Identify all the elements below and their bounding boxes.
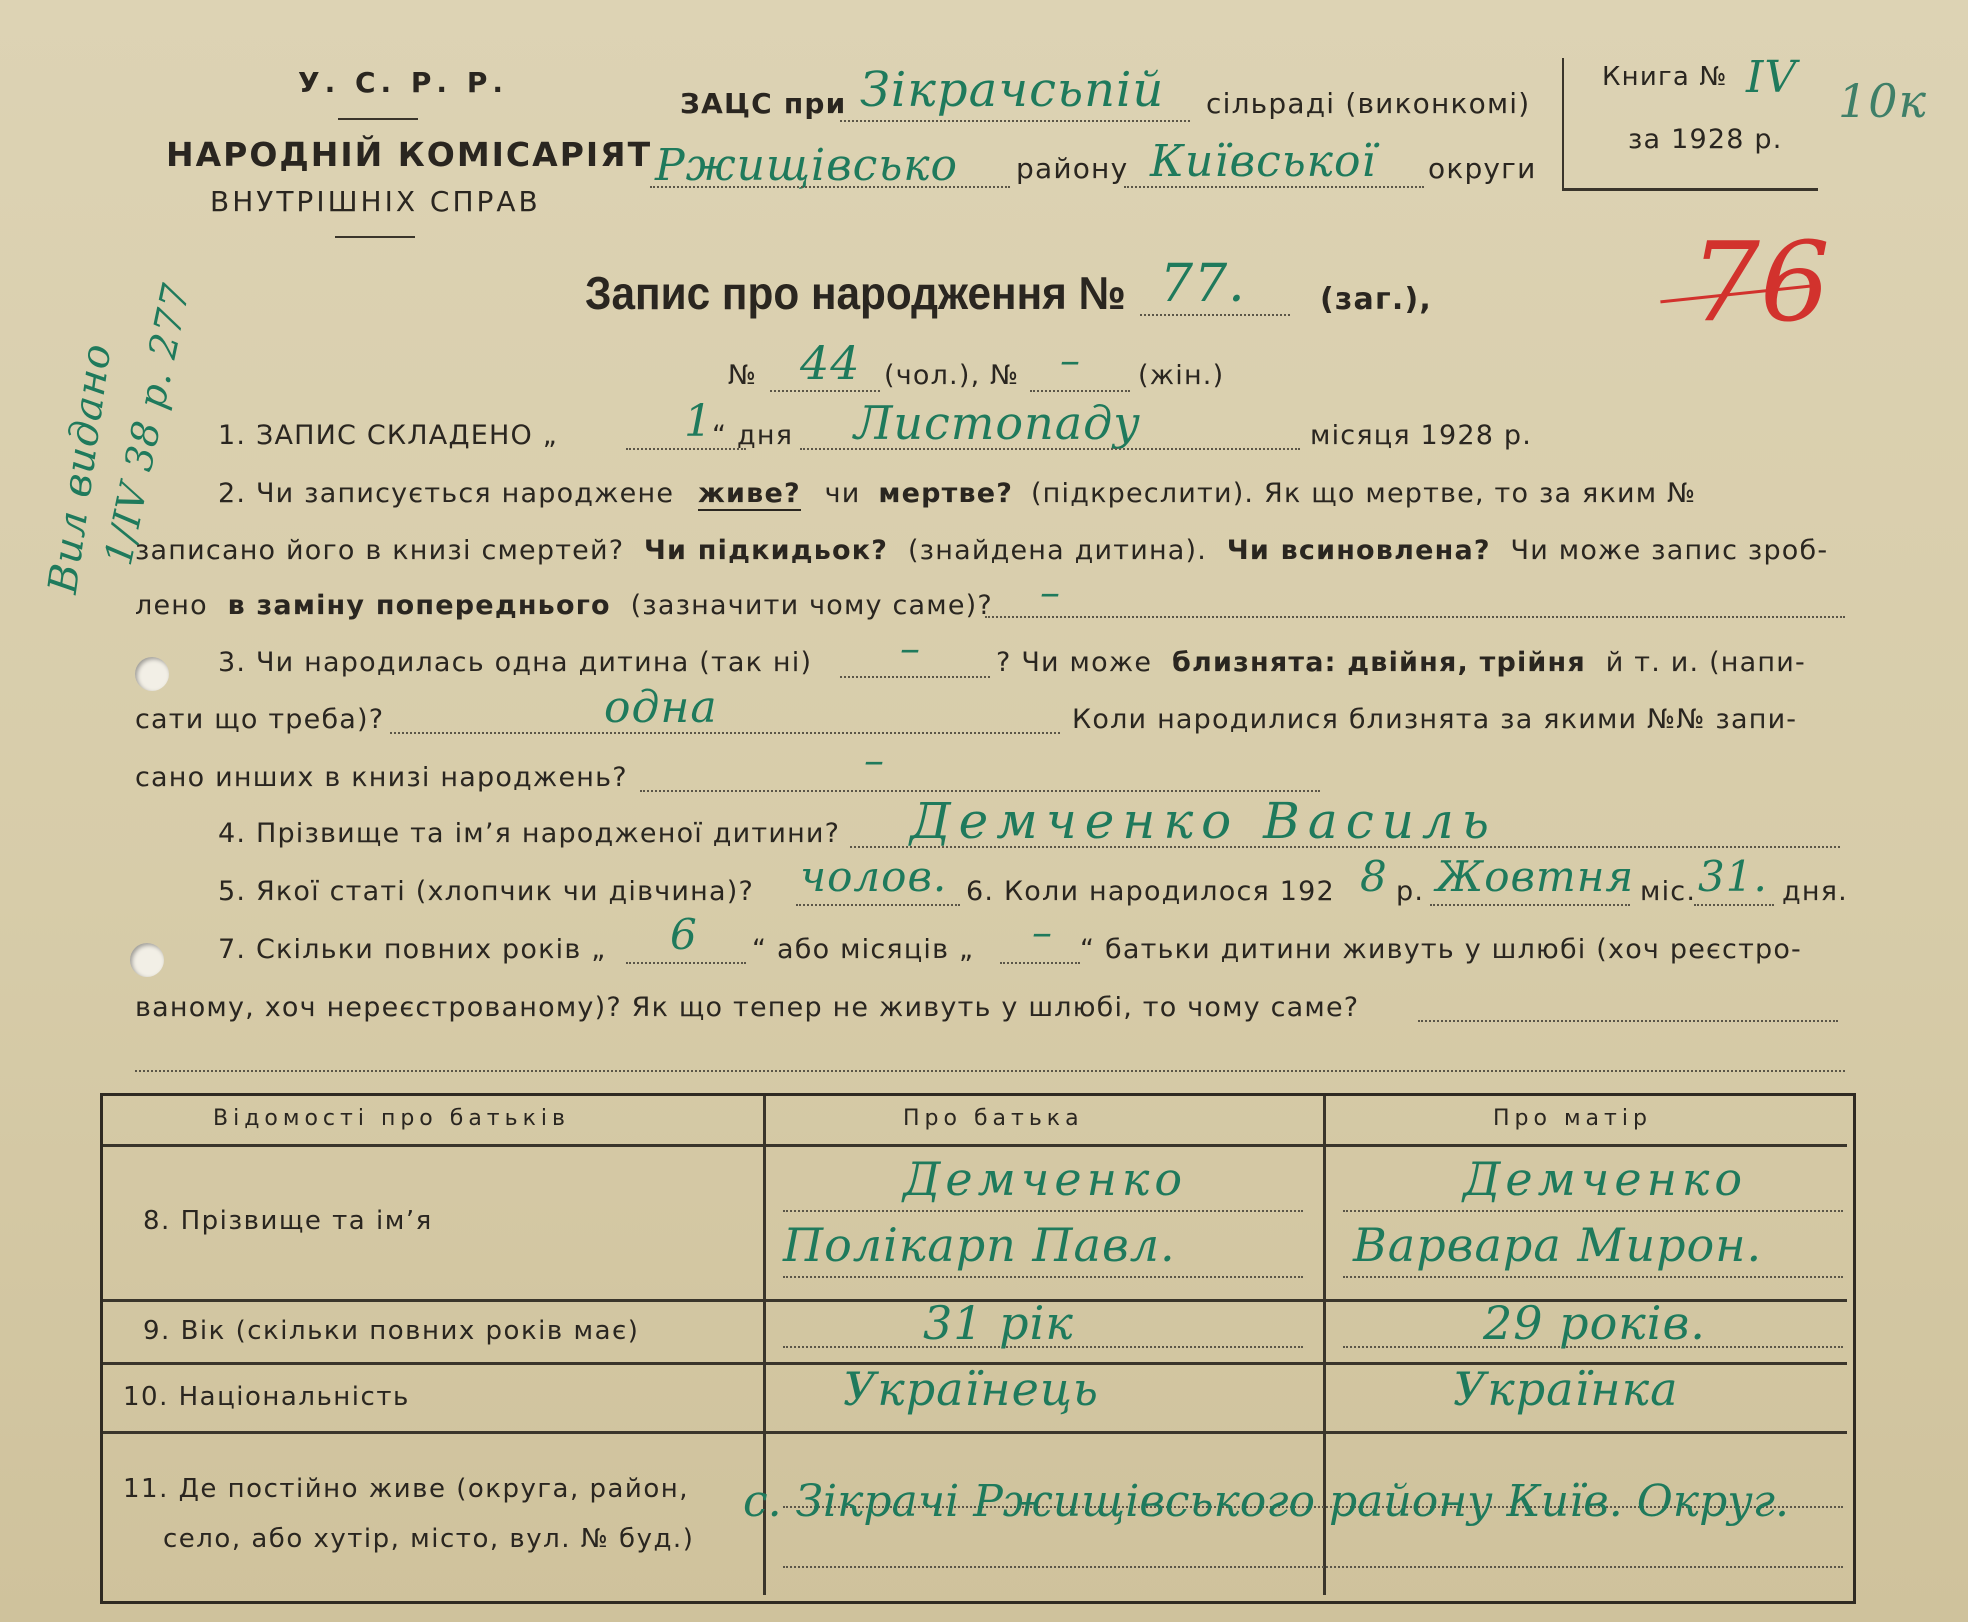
q2-dead-option: мертве?: [878, 478, 1014, 509]
row9-father-age: 31 рік: [923, 1296, 1074, 1350]
row9-label: 9. Вік (скільки повних років має): [143, 1316, 640, 1346]
row9-mother-age: 29 років.: [1483, 1296, 1706, 1350]
row8-father-surname: Демченко: [903, 1152, 1188, 1206]
q2-line1-c: (підкреслити). Як що мертве, то за яким №: [1030, 478, 1697, 509]
q2-foundling: Чи підкидьок?: [644, 535, 889, 566]
punch-hole-top: [135, 657, 169, 691]
book-box-left: [1562, 58, 1564, 188]
q6-month-line: [1430, 904, 1630, 906]
zacs-village-line: [840, 120, 1190, 122]
record-number-value: 77.: [1160, 254, 1246, 314]
book-number-value: IV: [1746, 52, 1798, 103]
male-label: (чол.), №: [884, 360, 1020, 391]
q4-child-name: Демченко Василь: [910, 792, 1497, 850]
male-no-value: 44: [800, 336, 861, 390]
q2-line2-c: Чи може запис зроб-: [1510, 535, 1829, 566]
q1-day-value: 1: [684, 396, 713, 447]
q2-replace: в заміну попереднього: [227, 590, 611, 621]
q2-adopted: Чи всиновлена?: [1226, 535, 1491, 566]
red-register-number: 76: [1690, 218, 1830, 346]
punch-hole-bottom: [130, 943, 164, 977]
commissariat-subtitle: ВНУТРІШНІХ СПРАВ: [210, 185, 541, 218]
q1-prefix: 1. ЗАПИС СКЛАДЕНО „: [218, 420, 558, 451]
q1-suffix: місяця 1928 р.: [1310, 420, 1532, 451]
female-no-line: [1030, 390, 1130, 392]
row8-label: 8. Прізвище та ім’я: [143, 1206, 433, 1236]
q7-line3-dots: [135, 1070, 1845, 1072]
male-no-line: [770, 390, 880, 392]
q3-line2-a: сати що треба)?: [135, 704, 385, 735]
district-line: [650, 186, 1010, 188]
side-note-line1: Вил видано: [40, 340, 121, 597]
row11-dots-2: [783, 1566, 1843, 1568]
q3-answer2: одна: [604, 682, 718, 733]
okruha-line: [1124, 186, 1424, 188]
q2-alive-option: живе?: [697, 478, 801, 509]
q6-month-value: Жовтня: [1436, 852, 1635, 901]
record-number-line: [1140, 314, 1290, 316]
q7-years-line: [626, 962, 746, 964]
row10-label: 10. Національність: [123, 1382, 410, 1412]
record-title: Запис про народження №: [585, 267, 1126, 319]
q2-line2: [135, 535, 1828, 566]
row-sep-3: [103, 1431, 1847, 1434]
header-parents-info: Відомості про батьків: [213, 1106, 570, 1131]
q2-line2-b: (знайдена дитина).: [907, 535, 1208, 566]
row8-mother-dots-2: [1343, 1276, 1843, 1278]
row11-label-line1: 11. Де постійно живе (округа, район,: [123, 1474, 690, 1504]
q7-c: “ батьки дитини живуть у шлюбі (хоч реєстро-: [1080, 934, 1802, 965]
header-rule-1: [338, 118, 418, 120]
q1-day-label: “ дня: [712, 420, 794, 451]
side-note-line2: 1/IV 38 р. 277: [96, 279, 199, 570]
row11-label-line2: село, або хутір, місто, вул. № буд.): [163, 1524, 695, 1554]
row8-mother-name: Варвара Мирон.: [1353, 1218, 1763, 1272]
q6-label: 6. Коли народилося 192: [966, 876, 1335, 907]
row10-mother-nationality: Українка: [1453, 1362, 1679, 1416]
row8-father-dots-2: [783, 1276, 1303, 1278]
header-sep: [103, 1144, 1847, 1147]
q2-line3: [135, 590, 993, 621]
q5-sex-line: [796, 904, 960, 906]
q5-sex-value: чолов.: [800, 852, 948, 901]
q4-label: 4. Прізвище та ім’я народженої дитини?: [218, 818, 841, 849]
q6-day-label: дня.: [1782, 876, 1848, 907]
q7-line2-dots: [1418, 1020, 1838, 1022]
q1-month-value: Листопаду: [854, 396, 1141, 450]
q3-line2-b: Коли народилися близнята за якими №№ запи-: [1072, 704, 1798, 735]
q7-years-value: 6: [670, 910, 698, 959]
q6-year-digit: 8: [1360, 852, 1388, 901]
header-father: Про батька: [903, 1106, 1084, 1131]
parents-table: [100, 1093, 1856, 1604]
q3-line1-a: 3. Чи народилась одна дитина (так ні): [218, 647, 813, 678]
q2-line3-a: лено: [135, 590, 208, 621]
margin-note: 10к: [1838, 74, 1928, 128]
q2-line1-b: чи: [824, 478, 861, 509]
q2-line2-a: записано його в книзі смертей?: [135, 535, 625, 566]
q7-line2: ваному, хоч нереєстрованому)? Як що тепер не живуть у шлюбі, то чому саме?: [135, 992, 1360, 1023]
q6-month-label: міс.: [1640, 876, 1697, 907]
q2-line1-a: 2. Чи записується народжене: [218, 478, 675, 509]
q5-label: 5. Якої статі (хлопчик чи дівчина)?: [218, 876, 755, 907]
district-value: Ржищівсько: [655, 140, 959, 191]
row8-father-name: Полікарп Павл.: [783, 1218, 1176, 1272]
record-title-suffix: (заг.),: [1320, 282, 1432, 317]
header-mother: Про матір: [1493, 1106, 1652, 1131]
book-label: Книга №: [1602, 62, 1728, 92]
commissariat-title: НАРОДНІЙ КОМІСАРІЯТ: [166, 135, 653, 174]
q3-answer1: –: [900, 626, 921, 672]
district-label: району: [1016, 152, 1129, 185]
q2-answer: –: [1040, 570, 1061, 616]
q6-day-line: [1694, 904, 1774, 906]
row8-mother-dots-1: [1343, 1210, 1843, 1212]
council-suffix: сільраді (виконкомі): [1206, 87, 1531, 120]
female-label: (жін.): [1138, 360, 1225, 391]
q2-line3-b: (зазначити чому саме)?: [630, 590, 993, 621]
row10-father-nationality: Українець: [843, 1362, 1099, 1416]
q3-answer2-line: [390, 732, 1060, 734]
q3-answer1-line: [840, 676, 990, 678]
q7-a: 7. Скільки повних років „: [218, 934, 607, 965]
q7-months-value: –: [1032, 910, 1053, 956]
q3-line1-c: й т. и. (напи-: [1605, 647, 1806, 678]
row8-father-dots-1: [783, 1210, 1303, 1212]
q7-b: “ або місяців „: [752, 934, 975, 965]
q2-answer-line: [985, 616, 1845, 618]
q3-line3-a: сано инших в книзі народжень?: [135, 762, 628, 793]
row8-mother-surname: Демченко: [1463, 1152, 1748, 1206]
republic-label: У. С. Р. Р.: [298, 66, 508, 99]
q3-answer3: –: [864, 738, 885, 784]
male-no-label: №: [728, 360, 758, 391]
q3-line1-b: ? Чи може: [996, 647, 1153, 678]
book-box-bottom: [1562, 188, 1818, 191]
female-no-value: –: [1060, 338, 1081, 384]
okruha-value: Київської: [1150, 136, 1377, 187]
q2-line1: [218, 478, 1696, 509]
q6-year-suffix: р.: [1396, 876, 1425, 907]
q4-line: [850, 846, 1840, 848]
book-year-label: за 1928 р.: [1628, 124, 1783, 155]
q6-day-value: 31.: [1698, 852, 1768, 901]
q3-line1-rest: [996, 647, 1806, 678]
row11-residence: с. Зікрачі Ржищівського району Київ. Округ.: [743, 1476, 1789, 1527]
header-rule-2: [335, 236, 415, 238]
q7-months-line: [1000, 962, 1080, 964]
q3-twins: близнята: двійня, трійня: [1171, 647, 1586, 678]
okruha-label: округи: [1428, 152, 1537, 185]
zacs-village-value: Зікрачсьпій: [860, 62, 1165, 118]
q1-month-line: [800, 448, 1300, 450]
zacs-prefix: ЗАЦС при: [680, 87, 847, 120]
